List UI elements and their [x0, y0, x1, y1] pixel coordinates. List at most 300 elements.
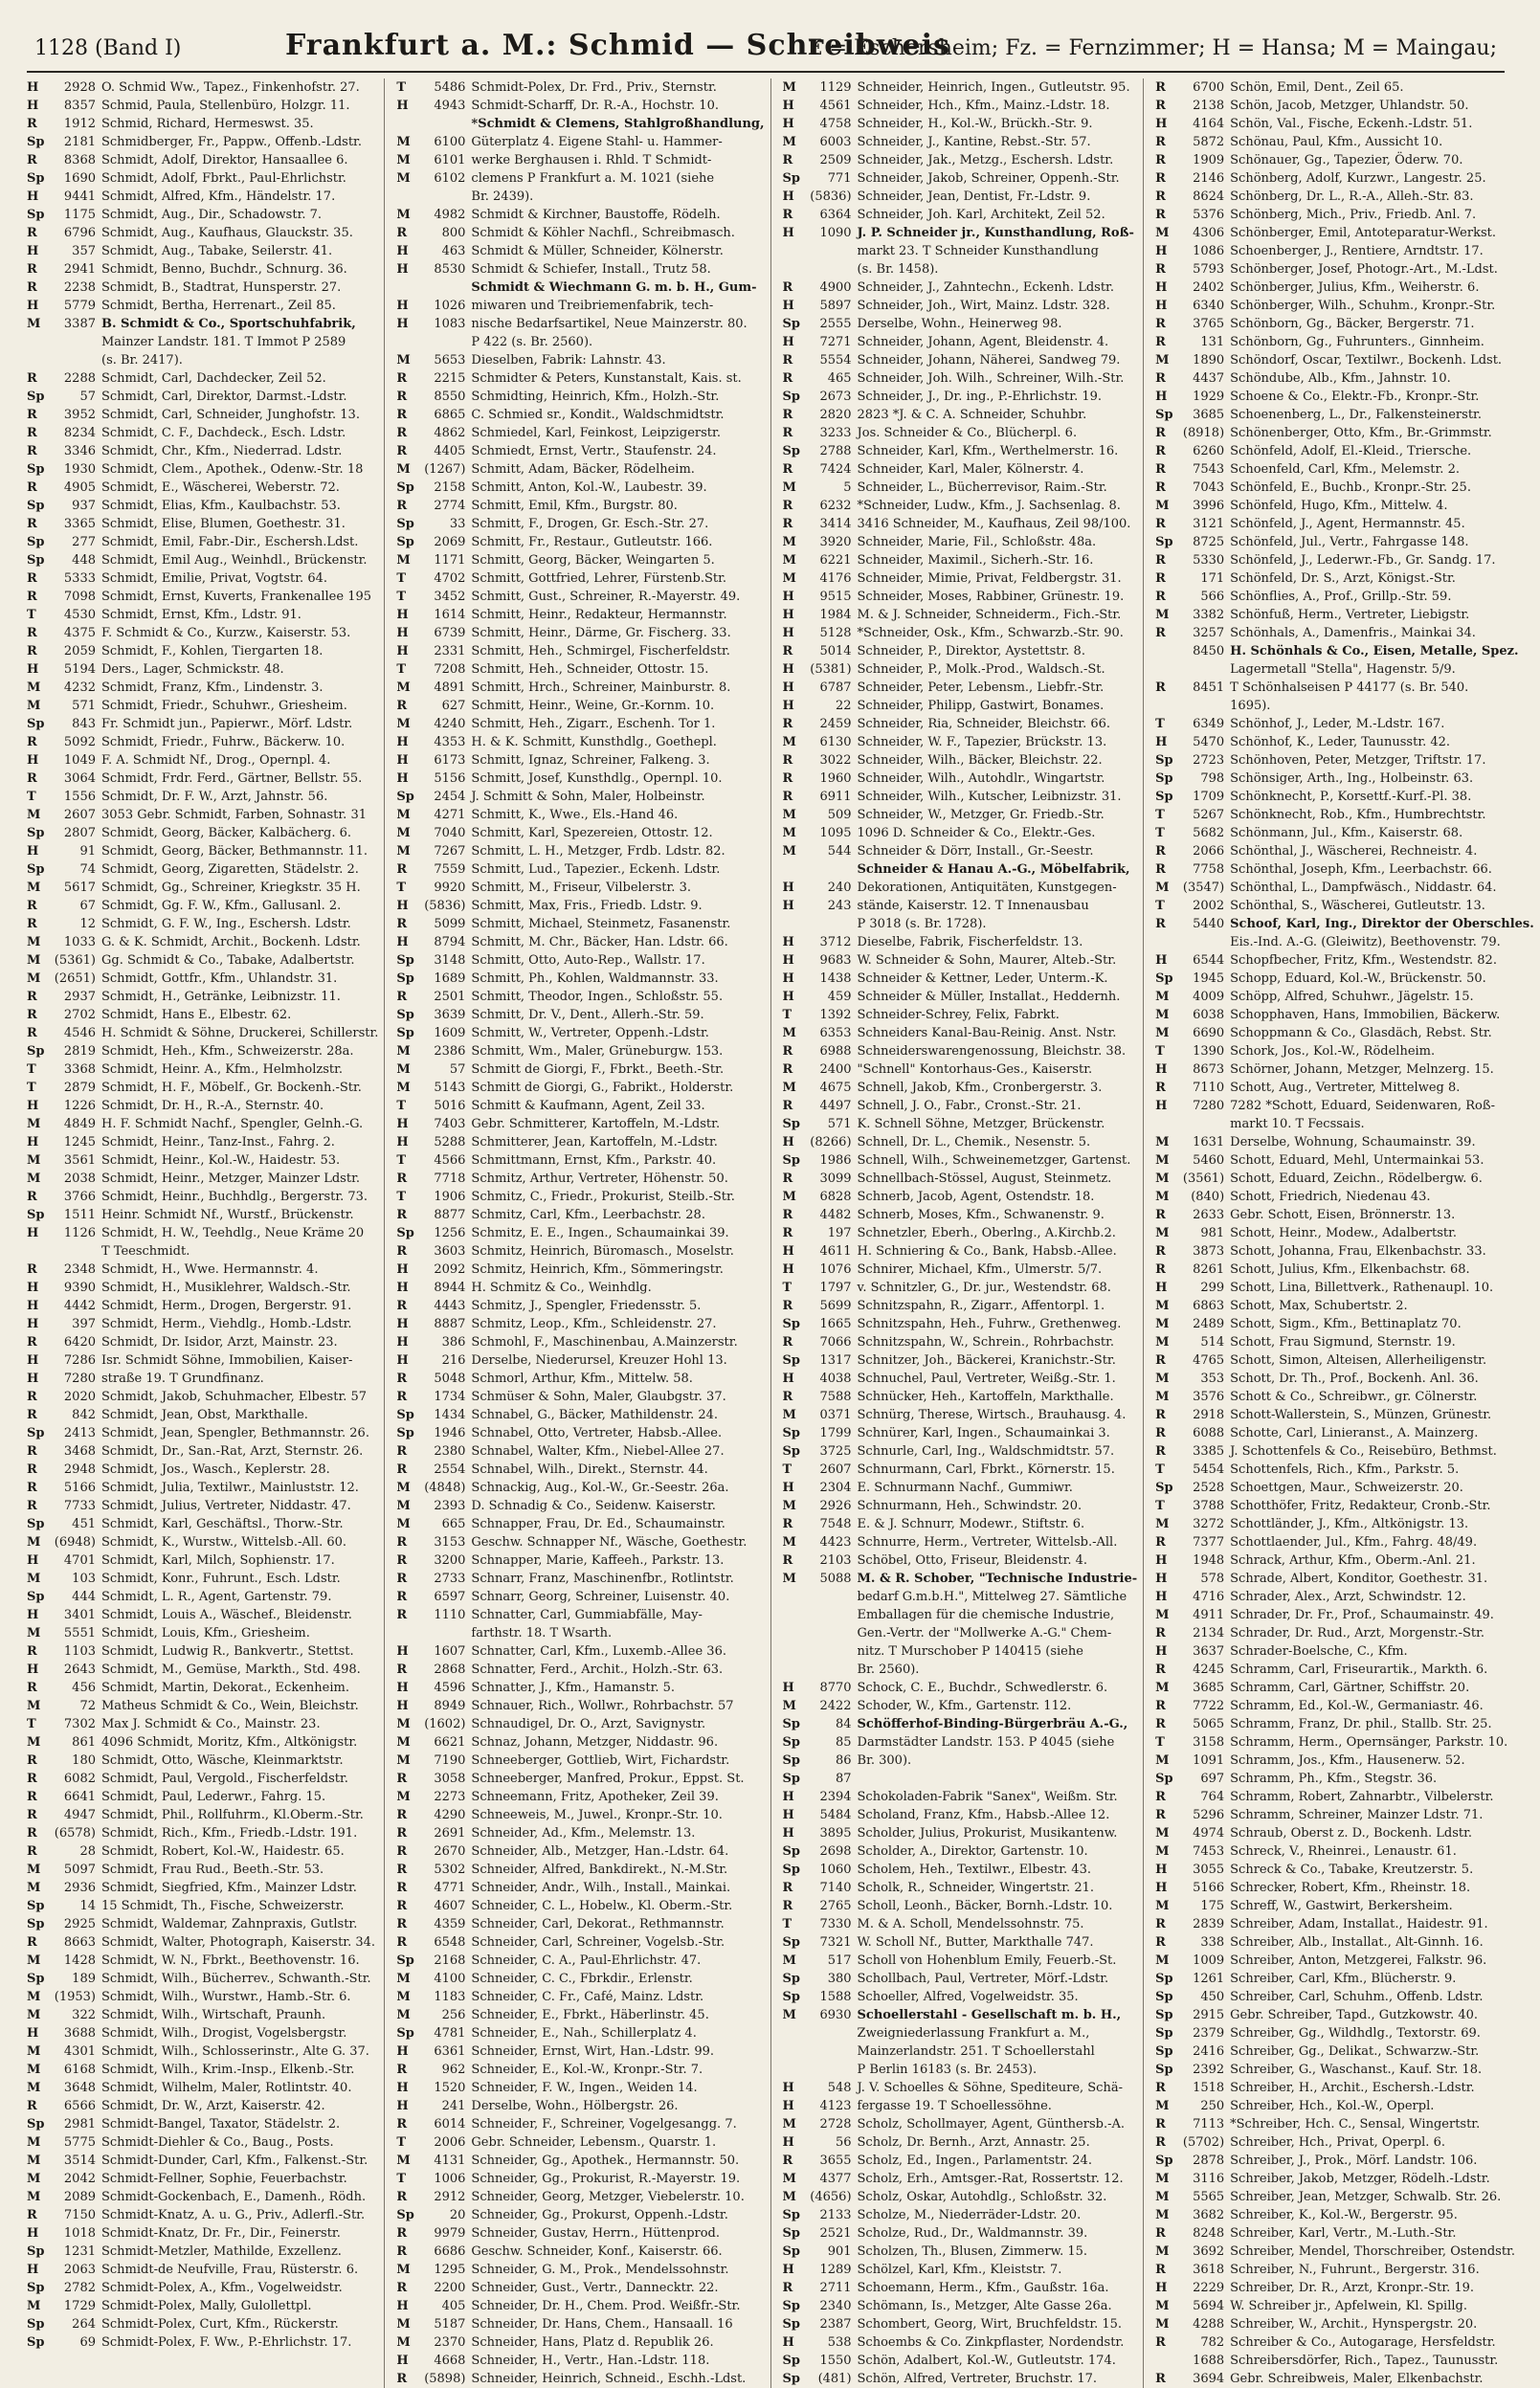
phone-number: 12: [79, 917, 96, 931]
entry-text: Schmidt, Herm., Drogen, Bergerstr. 91.: [101, 1299, 352, 1313]
phone-number: 5092: [63, 735, 96, 749]
directory-entry: [1155, 1206, 1534, 1224]
directory-entry: [27, 2006, 378, 2024]
phone-number: 1688: [1193, 2354, 1225, 2368]
directory-entry: [783, 1079, 1138, 1097]
phone-number: 1984: [819, 608, 852, 622]
directory-entry: [1155, 1115, 1534, 1133]
entry-text: Schramm, Carl, Friseurartik., Markth. 6.: [1230, 1663, 1488, 1677]
directory-entry: [1155, 2170, 1534, 2188]
exchange-code: M: [1155, 2299, 1170, 2313]
phone-number: 4702: [434, 571, 466, 586]
exchange-code: M: [396, 1081, 411, 1095]
directory-entry: [1155, 1952, 1534, 1970]
phone-number: 5694: [1193, 2299, 1225, 2313]
directory-entry: [396, 2152, 764, 2170]
phone-number: 1026: [434, 299, 466, 313]
directory-entry: [783, 260, 1138, 279]
directory-entry: [27, 279, 378, 297]
entry-text: Schneider, Joh. Wilh., Schreiner, Wilh.-Str.: [857, 371, 1125, 386]
entry-text: Schreiber, Anton, Metzgerei, Falkstr. 96.: [1230, 1953, 1487, 1968]
exchange-code: H: [396, 2099, 409, 2113]
phone-number: 764: [1200, 1790, 1225, 1804]
exchange-code: Sp: [396, 1408, 414, 1422]
directory-entry: [396, 733, 764, 751]
phone-number: (1953): [54, 1990, 96, 2004]
phone-number: 7150: [63, 2208, 96, 2222]
directory-entry: [783, 1642, 1138, 1661]
entry-text: Schmidberger, Fr., Pappw., Offenb.-Ldstr.: [101, 135, 362, 149]
exchange-code: M: [27, 1735, 41, 1750]
exchange-code: M: [396, 681, 411, 695]
exchange-code: M: [1155, 1899, 1170, 1913]
directory-entry: [783, 1988, 1138, 2006]
exchange-code: R: [396, 1917, 408, 1931]
exchange-code: M: [1155, 1844, 1170, 1859]
exchange-code: H: [782, 335, 794, 349]
entry-text: Schönberger, Emil, Antoteparatur-Werkst.: [1230, 226, 1496, 240]
exchange-code: R: [782, 1517, 793, 1531]
phone-number: 2936: [63, 1881, 96, 1895]
phone-number: 2670: [434, 1844, 466, 1859]
phone-number: 1614: [434, 608, 466, 622]
entry-text: Schneider, G. M., Prok., Mendelssohnstr.: [471, 2263, 729, 2277]
phone-number: 782: [1200, 2335, 1225, 2350]
abbreviation-legend: E = Eschersheim; Fz. = Fernzimmer; H = Hansa; M = Maingau;: [807, 36, 1497, 60]
phone-number: 5128: [819, 626, 852, 640]
phone-number: 9683: [819, 953, 852, 968]
entry-text: Scholem, Heh., Textilwr., Elbestr. 43.: [857, 1863, 1091, 1877]
exchange-code: R: [396, 1772, 408, 1786]
directory-entry: [396, 751, 764, 770]
entry-text: Schmidt, Wilh., Krim.-Insp., Elkenb.-Str.: [101, 2063, 355, 2077]
phone-number: 1799: [819, 1426, 852, 1440]
exchange-code: M: [1155, 353, 1170, 368]
directory-entry: [27, 2079, 378, 2097]
directory-entry: [396, 2279, 764, 2297]
phone-number: 2063: [63, 2263, 96, 2277]
exchange-code: R: [27, 1190, 37, 1204]
exchange-code: R: [782, 1172, 793, 1186]
exchange-code: Sp: [27, 717, 45, 731]
directory-entry: [396, 1952, 764, 1970]
phone-number: 7113: [1193, 2117, 1225, 2131]
exchange-code: Sp: [396, 535, 414, 549]
exchange-code: M: [396, 208, 411, 222]
directory-entry: [396, 260, 764, 279]
exchange-code: H: [27, 244, 39, 258]
entry-text: Schmiedel, Karl, Feinkost, Leipzigerstr.: [471, 426, 721, 440]
directory-entry: [1155, 1770, 1534, 1788]
directory-entry: [396, 1497, 764, 1515]
phone-number: 131: [1200, 335, 1225, 349]
directory-entry: [396, 1479, 764, 1497]
directory-entry: [27, 2133, 378, 2152]
exchange-code: Sp: [396, 1026, 414, 1040]
directory-entry: [1155, 2188, 1534, 2206]
phone-number: 4611: [819, 1244, 852, 1259]
entry-text: Zweigniederlassung Frankfurt a. M.,: [857, 2026, 1090, 2041]
entry-text: Schotthöfer, Fritz, Redakteur, Cronb.-Str.: [1230, 1499, 1491, 1513]
entry-text: Schmitz, Carl, Kfm., Leerbachstr. 28.: [471, 1208, 705, 1222]
phone-number: 1518: [1193, 2081, 1225, 2095]
exchange-code: H: [396, 244, 409, 258]
exchange-code: R: [1155, 626, 1166, 640]
entry-text: nische Bedarfsartikel, Neue Mainzerstr. 80.: [471, 317, 748, 331]
exchange-code: Sp: [782, 1844, 801, 1859]
directory-entry: [27, 1933, 378, 1952]
phone-number: 3116: [1193, 2172, 1225, 2186]
directory-entry: [27, 1351, 378, 1370]
exchange-code: M: [27, 2299, 41, 2313]
phone-number: 571: [72, 699, 96, 713]
exchange-code: R: [396, 1244, 408, 1259]
entry-text: Schönflies, A., Prof., Grillp.-Str. 59.: [1230, 590, 1452, 604]
entry-text: Schmidt, Aug., Tabake, Seilerstr. 41.: [101, 244, 333, 258]
phone-number: 2379: [1193, 2026, 1225, 2041]
entry-text: Schmidt, Louis, Kfm., Griesheim.: [101, 1626, 310, 1640]
entry-text: Scholder, Julius, Prokurist, Musikantenw.: [857, 1826, 1118, 1841]
entry-text: Schneider, H., Vertr., Han.-Ldstr. 118.: [471, 2354, 710, 2368]
directory-entry: [1155, 1279, 1534, 1297]
directory-entry: [783, 1551, 1138, 1570]
directory-entry: [396, 824, 764, 842]
exchange-code: Sp: [396, 2208, 414, 2222]
exchange-code: M: [396, 717, 411, 731]
phone-number: 8673: [1193, 1062, 1225, 1077]
phone-number: 6260: [1193, 444, 1225, 458]
directory-entry: [1155, 1733, 1534, 1752]
exchange-code: Sp: [396, 971, 414, 986]
directory-entry: [396, 188, 764, 206]
phone-number: 1018: [63, 2226, 96, 2241]
entry-text: Schneiders Kanal-Bau-Reinig. Anst. Nstr.: [857, 1026, 1117, 1040]
directory-entry: [783, 2115, 1138, 2133]
exchange-code: R: [396, 1390, 408, 1404]
phone-number: 3414: [819, 517, 852, 531]
phone-number: 8261: [1193, 1262, 1225, 1277]
phone-number: (3547): [1182, 881, 1225, 895]
exchange-code: R: [1155, 1717, 1166, 1731]
phone-number: 7286: [63, 1353, 96, 1368]
exchange-code: M: [27, 1626, 41, 1640]
phone-number: 6173: [434, 753, 466, 768]
entry-text: Schneider, Mimie, Privat, Feldbergstr. 31.: [857, 571, 1122, 586]
exchange-code: Sp: [782, 1735, 801, 1750]
exchange-code: M: [782, 571, 796, 586]
entry-text: P Berlin 16183 (s. Br. 2453).: [857, 2063, 1038, 2077]
entry-text: Schmitt, Gottfried, Lehrer, Fürstenb.Str.: [471, 571, 727, 586]
directory-entry: [27, 2315, 378, 2333]
phone-number: 5484: [819, 1808, 852, 1822]
entry-text: Schmitz, E. E., Ingen., Schaumainkai 39.: [471, 1226, 729, 1240]
phone-number: 444: [72, 1590, 96, 1604]
phone-number: 9441: [63, 190, 96, 204]
directory-entry: [1155, 406, 1534, 424]
entry-text: Schmohl, F., Maschinenbau, A.Mainzerstr.: [471, 1335, 738, 1350]
entry-text: P 422 (s. Br. 2560).: [471, 335, 593, 349]
phone-number: 3712: [819, 935, 852, 949]
directory-entry: [783, 2333, 1138, 2352]
directory-entry: [783, 1261, 1138, 1279]
entry-text: J. V. Schoelles & Söhne, Spediteure, Schä-: [857, 2081, 1123, 2095]
phone-number: 3452: [434, 590, 466, 604]
phone-number: 7267: [434, 844, 466, 859]
entry-text: Schmidt, Carl, Schneider, Junghofstr. 13.: [101, 408, 360, 422]
entry-text: Schrader, Dr. Rud., Arzt, Morgenstr.-Str.: [1230, 1626, 1485, 1640]
phone-number: 87: [835, 1772, 852, 1786]
exchange-code: H: [27, 2263, 39, 2277]
directory-entry: [396, 460, 764, 479]
entry-text: Schmitt, Adam, Bäcker, Rödelheim.: [471, 462, 695, 477]
directory-entry: [783, 369, 1138, 388]
exchange-code: H: [27, 2226, 39, 2241]
directory-entry: [783, 951, 1138, 970]
directory-entry: [1155, 660, 1534, 679]
entry-text: Schmidt-de Neufville, Frau, Rüsterstr. 6.: [101, 2263, 359, 2277]
exchange-code: R: [396, 371, 408, 386]
entry-text: Schneemann, Fritz, Apotheker, Zeil 39.: [471, 1790, 719, 1804]
entry-text: Dieselben, Fabrik: Lahnstr. 43.: [471, 353, 666, 368]
exchange-code: M: [1155, 1299, 1170, 1313]
directory-entry: [783, 1497, 1138, 1515]
phone-number: (1267): [424, 462, 466, 477]
directory-entry: [27, 1752, 378, 1770]
entry-text: Schönhals, A., Damenfris., Mainkai 34.: [1230, 626, 1476, 640]
directory-entry: [1155, 442, 1534, 460]
directory-entry: [396, 770, 764, 788]
directory-entry: [1155, 1661, 1534, 1679]
directory-entry: [1155, 1424, 1534, 1442]
directory-entry: [783, 424, 1138, 442]
exchange-code: Sp: [1155, 1481, 1173, 1495]
directory-entry: [783, 715, 1138, 733]
phone-number: 1390: [1193, 1044, 1225, 1059]
directory-entry: [396, 1442, 764, 1461]
directory-entry: [783, 1588, 1138, 1606]
entry-text: Schmidt, Wilh., Schlosserinstr., Alte G. 37.: [101, 2044, 369, 2059]
directory-entry: [783, 806, 1138, 824]
phone-number: 2370: [434, 2335, 466, 2350]
phone-number: 3055: [1193, 1863, 1225, 1877]
exchange-code: M: [396, 826, 411, 840]
entry-text: Schmitt de Giorgi, F., Fbrkt., Beeth.-Str.: [471, 1062, 725, 1077]
exchange-code: R: [1155, 99, 1166, 113]
exchange-code: M: [27, 1881, 41, 1895]
phone-number: 1033: [63, 935, 96, 949]
entry-text: Schmidting, Heinrich, Kfm., Holzh.-Str.: [471, 390, 720, 404]
directory-entry: [783, 824, 1138, 842]
phone-number: 4947: [63, 1808, 96, 1822]
directory-entry: [396, 1752, 764, 1770]
exchange-code: M: [396, 1499, 411, 1513]
phone-number: 2038: [63, 1172, 96, 1186]
directory-entry: [1155, 224, 1534, 242]
exchange-code: Sp: [1155, 1772, 1173, 1786]
phone-number: 353: [1200, 1372, 1225, 1386]
phone-number: 3766: [63, 1190, 96, 1204]
entry-text: Schönknecht, Rob., Kfm., Humbrechtstr.: [1230, 808, 1486, 822]
exchange-code: R: [1155, 1790, 1166, 1804]
phone-number: 2765: [819, 1899, 852, 1913]
entry-text: Schreiber, Karl, Vertr., M.-Luth.-Str.: [1230, 2226, 1457, 2241]
entry-text: Schönberger, Julius, Kfm., Weiherstr. 6.: [1230, 280, 1480, 295]
directory-entry: [396, 1279, 764, 1297]
entry-text: Schönhof, K., Leder, Taunusstr. 42.: [1230, 735, 1451, 749]
phone-number: 1110: [434, 1608, 466, 1622]
entry-text: Schöndube, Alb., Kfm., Jahnstr. 10.: [1230, 371, 1451, 386]
exchange-code: M: [27, 953, 41, 968]
phone-number: 2698: [819, 1844, 852, 1859]
exchange-code: H: [782, 626, 794, 640]
directory-entry: [396, 1733, 764, 1752]
entry-text: Schmitt, Ph., Kohlen, Waldmannstr. 33.: [471, 971, 719, 986]
phone-number: 627: [441, 699, 466, 713]
directory-entry: [396, 151, 764, 169]
directory-entry: [27, 2333, 378, 2352]
entry-text: Schoenenberg, L., Dr., Falkensteinerstr.: [1230, 408, 1482, 422]
phone-number: 1912: [63, 117, 96, 131]
entry-text: werke Berghausen i. Rhld. T Schmidt-: [471, 153, 712, 167]
directory-entry: [1155, 2243, 1534, 2261]
directory-entry: [27, 242, 378, 260]
entry-text: Schmidt, H. F., Möbelf., Gr. Bockenh.-Str.: [101, 1081, 362, 1095]
entry-text: clemens P Frankfurt a. M. 1021 (siehe: [471, 171, 715, 186]
directory-entry: [783, 442, 1138, 460]
entry-text: Schramm, Jos., Kfm., Hausenerw. 52.: [1230, 1753, 1465, 1768]
directory-entry: [27, 1406, 378, 1424]
exchange-code: T: [1155, 1044, 1165, 1059]
directory-entry: [396, 1533, 764, 1551]
directory-entry: [396, 1206, 764, 1224]
entry-text: straße 19. T Grundfinanz.: [101, 1372, 264, 1386]
phone-number: 448: [72, 553, 96, 568]
phone-number: 2386: [434, 1044, 466, 1059]
phone-number: 1986: [819, 1153, 852, 1168]
exchange-code: H: [396, 735, 409, 749]
exchange-code: R: [27, 444, 37, 458]
exchange-code: Sp: [27, 826, 45, 840]
phone-number: 6102: [434, 171, 466, 186]
phone-number: 571: [827, 1117, 852, 1131]
exchange-code: Sp: [1155, 771, 1173, 786]
phone-number: 8944: [434, 1281, 466, 1295]
exchange-code: R: [27, 1681, 37, 1695]
directory-entry: [396, 588, 764, 606]
exchange-code: R: [27, 1808, 37, 1822]
entry-text: Schmidt-Diehler & Co., Baug., Posts.: [101, 2135, 334, 2150]
exchange-code: H: [782, 699, 794, 713]
phone-number: 5682: [1193, 826, 1225, 840]
entry-text: Schreiber, Dr. R., Arzt, Kronpr.-Str. 19.: [1230, 2281, 1475, 2295]
directory-entry: [396, 1933, 764, 1952]
directory-entry: [27, 970, 378, 988]
phone-number: 14: [79, 1899, 96, 1913]
directory-entry: [396, 97, 764, 115]
entry-text: Schramm, Carl, Gärtner, Schiffstr. 20.: [1230, 1681, 1470, 1695]
directory-entry: [396, 1897, 764, 1915]
entry-text: Schreiber, J., Prok., Mörf. Landstr. 106.: [1230, 2154, 1478, 2168]
entry-text: Schnuchel, Paul, Vertreter, Weißg.-Str. 1.: [857, 1372, 1116, 1386]
entry-text: Schönborn, Gg., Fuhrunters., Ginnheim.: [1230, 335, 1484, 349]
phone-number: 6641: [63, 1790, 96, 1804]
directory-entry: [27, 533, 378, 551]
entry-text: Schmitt, Josef, Kunsthdlg., Opernpl. 10.: [471, 771, 723, 786]
entry-text: Lagermetall "Stella", Hagenstr. 5/9.: [1230, 662, 1456, 677]
directory-entry: [27, 1388, 378, 1406]
phone-number: 4100: [434, 1972, 466, 1986]
phone-number: 1890: [1193, 353, 1225, 368]
phone-number: 85: [835, 1735, 852, 1750]
entry-text: T Teeschmidt.: [101, 1244, 190, 1259]
directory-entry: [396, 2170, 764, 2188]
phone-number: 2138: [1193, 99, 1225, 113]
phone-number: 8550: [434, 390, 466, 404]
phone-number: 1226: [63, 1099, 96, 1113]
exchange-code: R: [396, 408, 408, 422]
directory-entry: [1155, 2042, 1534, 2061]
directory-entry: [27, 515, 378, 533]
phone-number: 1175: [63, 208, 96, 222]
exchange-code: M: [27, 971, 41, 986]
entry-text: Schreiber, Mendel, Thorschreiber, Ostendstr.: [1230, 2244, 1515, 2259]
exchange-code: M: [1155, 1608, 1170, 1622]
exchange-code: R: [782, 499, 793, 513]
phone-number: 6597: [434, 1590, 466, 1604]
phone-number: 2723: [1193, 753, 1225, 768]
entry-text: Schneiderswarengenossung, Bleichstr. 38.: [857, 1044, 1127, 1059]
entry-text: Scholz, Dr. Bernh., Arzt, Annastr. 25.: [857, 2135, 1090, 2150]
entry-text: Schmitt, Otto, Auto-Rep., Wallstr. 17.: [471, 953, 705, 968]
directory-entry: [27, 2152, 378, 2170]
exchange-code: M: [782, 535, 796, 549]
directory-entry: [783, 1133, 1138, 1151]
entry-text: Schönfuß, Herm., Vertreter, Liebigstr.: [1230, 608, 1470, 622]
exchange-code: T: [396, 571, 407, 586]
entry-text: Schork, Jos., Kol.-W., Rödelheim.: [1230, 1044, 1436, 1059]
phone-number: 1083: [434, 317, 466, 331]
phone-number: 2340: [819, 2299, 852, 2313]
entry-text: Schollbach, Paul, Vertreter, Mörf.-Ldstr.: [857, 1972, 1109, 1986]
exchange-code: R: [1155, 571, 1166, 586]
exchange-code: Sp: [396, 517, 414, 531]
entry-text: Gebr. Schmitterer, Kartoffeln, M.-Ldstr.: [471, 1117, 721, 1131]
entry-text: 4096 Schmidt, Moritz, Kfm., Altkönigstr.: [101, 1735, 358, 1750]
phone-number: 69: [79, 2335, 96, 2350]
directory-entry: [27, 660, 378, 679]
exchange-code: M: [1155, 1953, 1170, 1968]
entry-text: O. Schmid Ww., Tapez., Finkenhofstr. 27.: [101, 80, 360, 95]
exchange-code: H: [782, 1262, 794, 1277]
directory-entry: [1155, 1442, 1534, 1461]
entry-text: Schönauer, Gg., Tapezier, Öderw. 70.: [1230, 153, 1463, 167]
phone-number: 2422: [819, 1699, 852, 1713]
directory-entry: [27, 2097, 378, 2115]
directory-entry: [1155, 260, 1534, 279]
phone-number: 9390: [63, 1281, 96, 1295]
exchange-code: R: [396, 1535, 408, 1550]
exchange-code: Sp: [27, 390, 45, 404]
entry-text: Schmidt-Metzler, Mathilde, Exzellenz.: [101, 2244, 342, 2259]
phone-number: 3468: [63, 1444, 96, 1459]
directory-entry: [783, 1097, 1138, 1115]
phone-number: 8770: [819, 1681, 852, 1695]
directory-entry: [396, 788, 764, 806]
exchange-code: H: [782, 2335, 794, 2350]
entry-text: Schmidt, Georg, Zigaretten, Städelstr. 2.: [101, 862, 359, 877]
directory-entry: [783, 1788, 1138, 1806]
phone-number: 1317: [819, 1353, 852, 1368]
